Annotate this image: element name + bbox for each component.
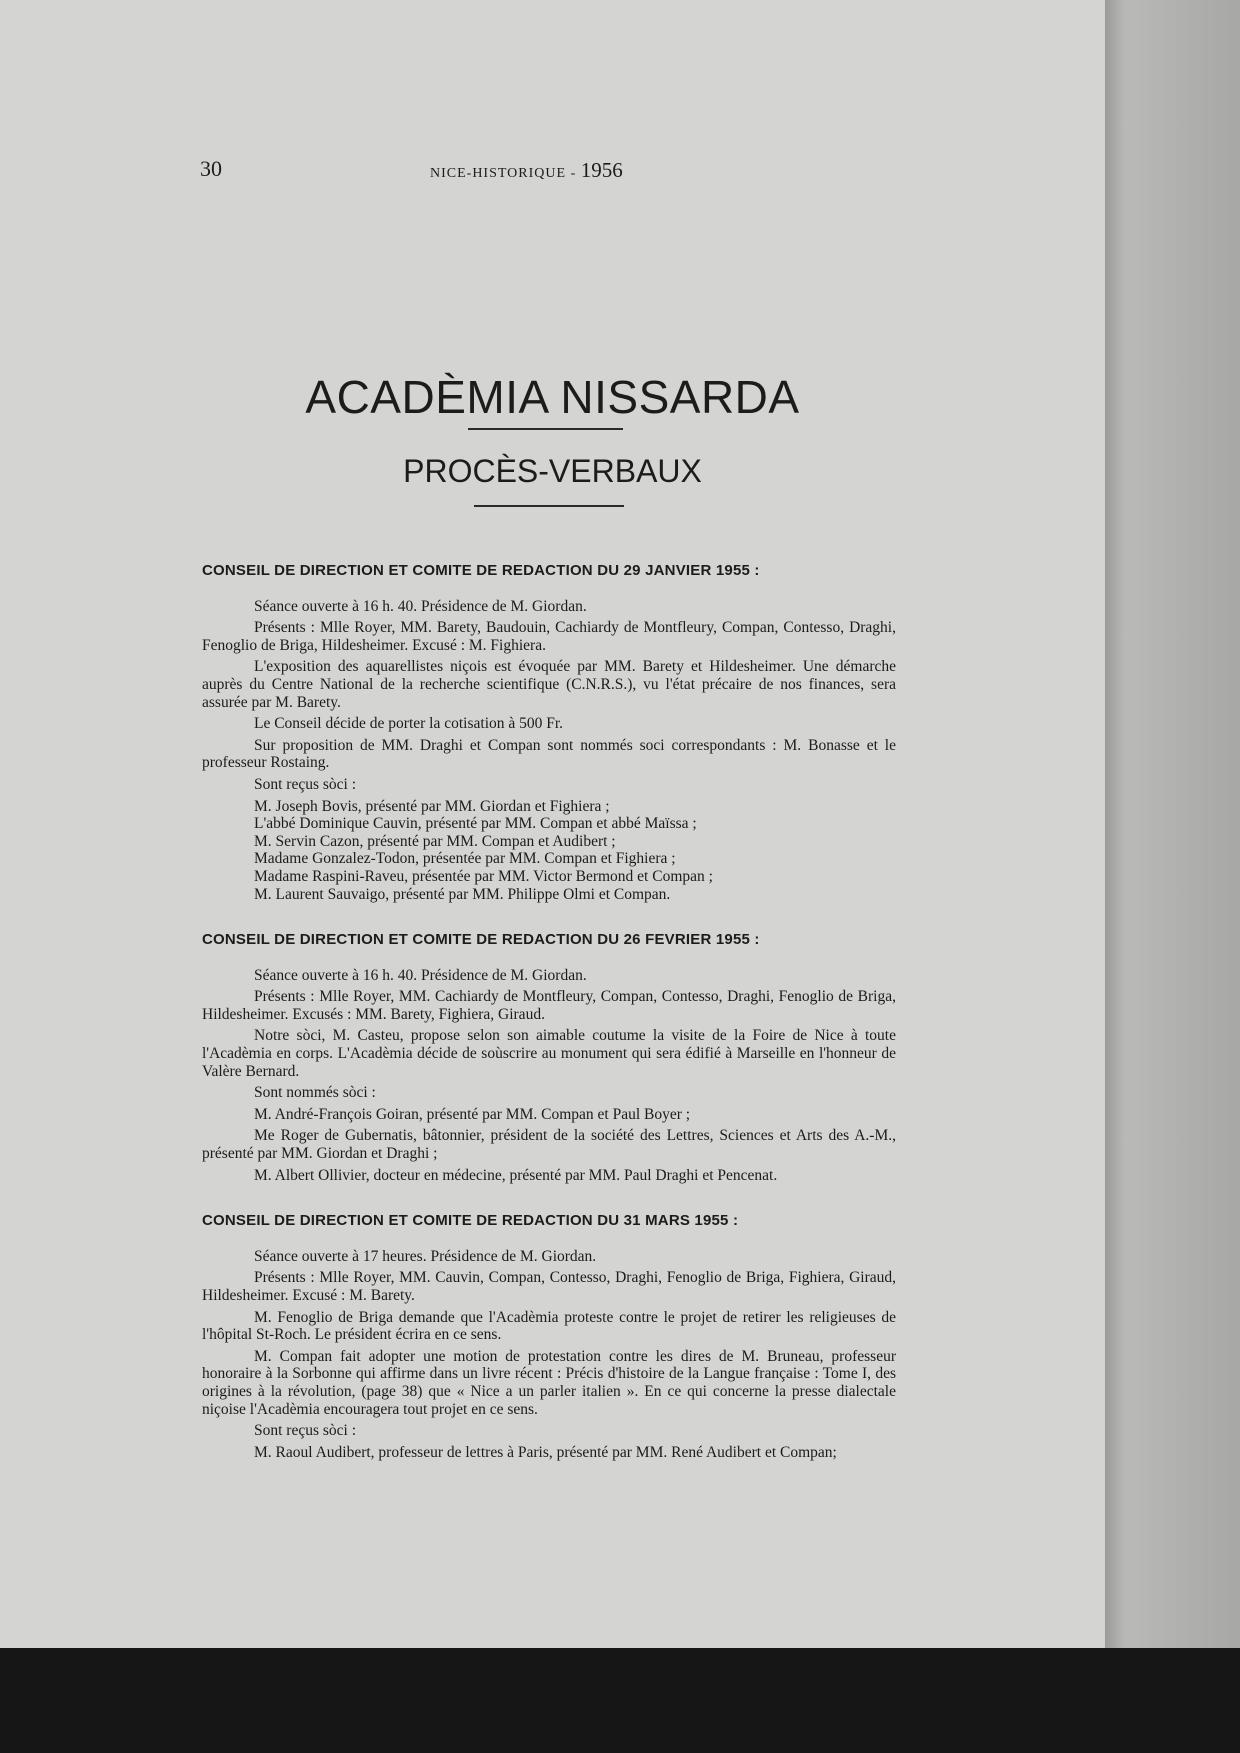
list-item: M. Servin Cazon, présenté par MM. Compan et Audibert ; (254, 832, 616, 850)
paragraph: Présents : Mlle Royer, MM. Barety, Baudouin, Cachiardy de Montfleury, Compan, Contesso, Draghi, Fenoglio de Briga, Hildesheimer. Excusé : M. Fighiera. (202, 619, 896, 654)
paragraph: Sont nommés sòci : (254, 1084, 376, 1102)
paragraph: L'exposition des aquarellistes niçois est évoquée par MM. Barety et Hildesheimer. Une démarche auprès du Centre National de la recherche scientifique (C.N.R.S.), vu l'état précaire de nos finances, sera assurée par M. Barety. (202, 658, 896, 711)
paragraph: M. Raoul Audibert, professeur de lettres à Paris, présenté par MM. René Audibert et Compan; (254, 1443, 837, 1461)
scan-shadow (0, 1648, 1240, 1753)
minutes-body (202, 562, 896, 1489)
paragraph: Présents : Mlle Royer, MM. Cachiardy de Montfleury, Compan, Contesso, Draghi, Fenoglio de Briga, Hildesheimer. Excusés : MM. Barety, Fighiera, Giraud. (202, 988, 896, 1023)
paragraph: M. Fenoglio de Briga demande que l'Acadèmia proteste contre le projet de retirer les religieuses de l'hôpital St-Roch. Le président écrira en ce sens. (202, 1308, 896, 1344)
list-item: M. Laurent Sauvaigo, présenté par MM. Philippe Olmi et Compan. (254, 885, 671, 903)
paragraph: Le Conseil décide de porter la cotisation à 500 Fr. (254, 715, 564, 733)
paragraph: Présents : Mlle Royer, MM. Cauvin, Compan, Contesso, Draghi, Fenoglio de Briga, Fighiera, Giraud, Hildesheimer. Excusé : M. Barety. (202, 1269, 896, 1304)
journal-title: NICE-HISTORIQUE - (430, 166, 577, 181)
meeting-section (202, 931, 896, 1184)
paragraph: Séance ouverte à 17 heures. Présidence de M. Giordan. (254, 1247, 597, 1265)
member-list (202, 798, 896, 904)
paragraph: Séance ouverte à 16 h. 40. Présidence de M. Giordan. (254, 966, 587, 984)
page-number: 30 (200, 156, 222, 181)
page-edge (1105, 0, 1240, 1753)
list-item: Madame Gonzalez-Todon, présentée par MM. Compan et Fighiera ; (254, 850, 676, 868)
journal-year: 1956 (580, 158, 623, 182)
paragraph: Sont reçus sòci : (254, 775, 357, 793)
paragraph: Me Roger de Gubernatis, bâtonnier, président de la société des Lettres, Sciences et Arts des A.-M., présenté par MM. Giordan et Draghi ; (202, 1127, 896, 1163)
section-heading: CONSEIL DE DIRECTION ET COMITE DE REDACTION DU 26 FEVRIER 1955 : (202, 931, 760, 949)
title-divider (468, 428, 623, 430)
paragraph: Sur proposition de MM. Draghi et Compan sont nommés soci correspondants : M. Bonasse et le professeur Rostaing. (202, 736, 896, 772)
list-item: M. Joseph Bovis, présenté par MM. Giordan et Fighiera ; (254, 797, 610, 815)
page-subtitle: PROCÈS-VERBAUX (403, 453, 702, 489)
meeting-section (202, 562, 896, 903)
paragraph: M. André-François Goiran, présenté par MM. Compan et Paul Boyer ; (254, 1105, 691, 1123)
paragraph: Notre sòci, M. Casteu, propose selon son aimable coutume la visite de la Foire de Nice à toute l'Acadèmia en corps. L'Acadèmia décide de soùscrire au monument qui sera édifié à Marseille en l'honneur de Valère Bernard. (202, 1027, 896, 1080)
running-head (200, 156, 940, 184)
paragraph: Sont reçus sòci : (254, 1422, 357, 1440)
paragraph: M. Compan fait adopter une motion de protestation contre les dires de M. Bruneau, professeur honoraire à la Sorbonne qui affirme dans un livre récent : Précis d'histoire de la Langue française : Tome I, des origines à la révolution, (page 38) que « Nice a un parler italien ». En ce qui concerne la presse dialectale niçoise l'Acadèmia encouragera tout projet en ce sens. (202, 1347, 896, 1418)
list-item: Madame Raspini-Raveu, présentée par MM. Victor Bermond et Compan ; (254, 867, 713, 885)
section-heading: CONSEIL DE DIRECTION ET COMITE DE REDACTION DU 29 JANVIER 1955 : (202, 562, 760, 579)
page-title: ACADÈMIA NISSARDA (305, 371, 800, 423)
paragraph: M. Albert Ollivier, docteur en médecine, présenté par MM. Paul Draghi et Pencenat. (254, 1166, 778, 1184)
paragraph: Séance ouverte à 16 h. 40. Présidence de M. Giordan. (254, 597, 587, 615)
section-heading: CONSEIL DE DIRECTION ET COMITE DE REDACTION DU 31 MARS 1955 : (202, 1212, 739, 1230)
meeting-section (202, 1212, 896, 1461)
list-item: L'abbé Dominique Cauvin, présenté par MM. Compan et abbé Maïssa ; (254, 815, 697, 833)
journal-name (430, 158, 623, 183)
subtitle-divider (474, 505, 624, 507)
